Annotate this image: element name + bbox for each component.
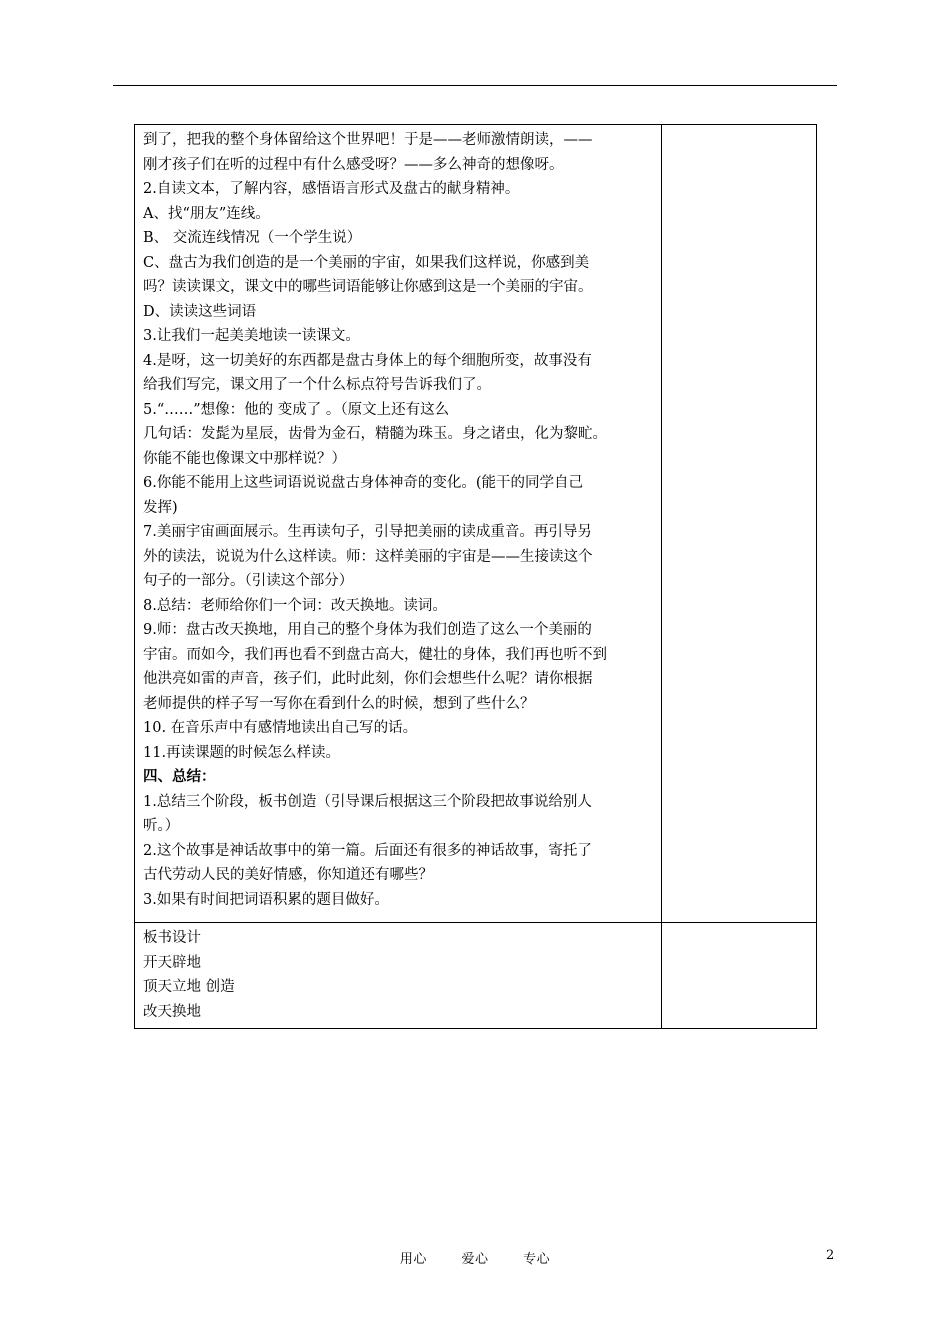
header-rule <box>113 85 837 86</box>
motto-word: 专心 <box>523 1252 551 1267</box>
board-line: 改天换地 <box>143 1003 201 1020</box>
motto-word: 用心 <box>399 1252 427 1267</box>
text-line: 宇宙。而如今，我们再也看不到盘古高大，健壮的身体，我们再也听不到 <box>143 646 607 663</box>
page-number: 2 <box>826 1248 835 1263</box>
text-line: 古代劳动人民的美好情感，你知道还有哪些？ <box>143 867 433 883</box>
text-line: 外的读法，说说为什么这样读。师：这样美丽的宇宙是——生接读这个 <box>143 548 593 565</box>
board-line: 板书设计 <box>143 930 201 946</box>
footer-motto <box>0 1248 950 1267</box>
text-line: 听。） <box>143 818 180 834</box>
text-line: 4.是呀，这一切美好的东西都是盘古身体上的每个细胞所变，故事没有 <box>143 352 592 369</box>
text-line: 6.你能不能用上这些词语说说盘古身体神奇的变化。(能干的同学自己 <box>143 475 583 491</box>
notes-cell <box>662 125 817 923</box>
text-line: 2.这个故事是神话故事中的第一篇。后面还有很多的神话故事，寄托了 <box>143 842 592 859</box>
text-line: B、 交流连线情况（一个学生说） <box>143 230 362 246</box>
text-line: 他洪亮如雷的声音，孩子们，此时此刻，你们会想些什么呢？请你根据 <box>143 671 593 687</box>
text-line: 2.自读文本，了解内容，感悟语言形式及盘古的献身精神。 <box>143 181 520 197</box>
text-line: 四、总结： <box>143 768 216 785</box>
text-line: 句子的一部分。（引读这个部分） <box>143 573 354 589</box>
text-line: D、读读这些词语 <box>143 303 257 320</box>
text-line: 8.总结：老师给你们一个词：改天换地。读词。 <box>143 597 447 614</box>
board-notes-cell <box>662 923 817 1029</box>
text-line: 老师提供的样子写一写你在看到什么的时候，想到了些什么？ <box>143 695 535 712</box>
lesson-plan-table <box>134 124 817 1029</box>
teaching-steps-row <box>135 125 817 923</box>
teaching-steps-cell <box>135 125 662 923</box>
text-line: 3.如果有时间把词语积累的题目做好。 <box>143 891 389 908</box>
board-line: 顶天立地 创造 <box>143 979 235 995</box>
text-line: 11.再读课题的时候怎么样读。 <box>143 744 341 761</box>
board-design-cell <box>135 923 662 1029</box>
text-line: 3.让我们一起美美地读一读课文。 <box>143 328 360 344</box>
board-line: 开天辟地 <box>143 954 201 971</box>
text-line: 5.“……”想像：他的 变成了 。（原文上还有这么 <box>143 401 450 418</box>
motto-word: 爱心 <box>461 1252 489 1267</box>
text-line: 你能不能也像课文中那样说？） <box>143 450 346 467</box>
board-design-text <box>135 923 661 1028</box>
teaching-steps-text <box>135 125 661 916</box>
text-line: 刚才孩子们在听的过程中有什么感受呀？——多么神奇的想像呀。 <box>143 156 564 173</box>
text-line: 吗？读读课文，课文中的哪些词语能够让你感到这是一个美丽的宇宙。 <box>143 279 593 295</box>
text-line: 发挥) <box>143 499 178 516</box>
text-line: 到了，把我的整个身体留给这个世界吧！于是——老师激情朗读，—— <box>143 132 593 148</box>
board-design-row <box>135 923 817 1029</box>
text-line: 7.美丽宇宙画面展示。生再读句子，引导把美丽的读成重音。再引导另 <box>143 524 592 540</box>
text-line: 1.总结三个阶段，板书创造（引导课后根据这三个阶段把故事说给别人 <box>143 793 592 810</box>
text-line: 10. 在音乐声中有感情地读出自己写的话。 <box>143 720 418 736</box>
text-line: 给我们写完，课文用了一个什么标点符号告诉我们了。 <box>143 377 491 393</box>
text-line: A、找“朋友”连线。 <box>143 205 270 222</box>
text-line: 9.师：盘古改天换地，用自己的整个身体为我们创造了这么一个美丽的 <box>143 622 592 638</box>
text-line: C、盘古为我们创造的是一个美丽的宇宙，如果我们这样说，你感到美 <box>143 254 590 271</box>
text-line: 几句话：发髭为星辰，齿骨为金石，精髓为珠玉。身之诸虫，化为黎甿。 <box>143 426 607 442</box>
